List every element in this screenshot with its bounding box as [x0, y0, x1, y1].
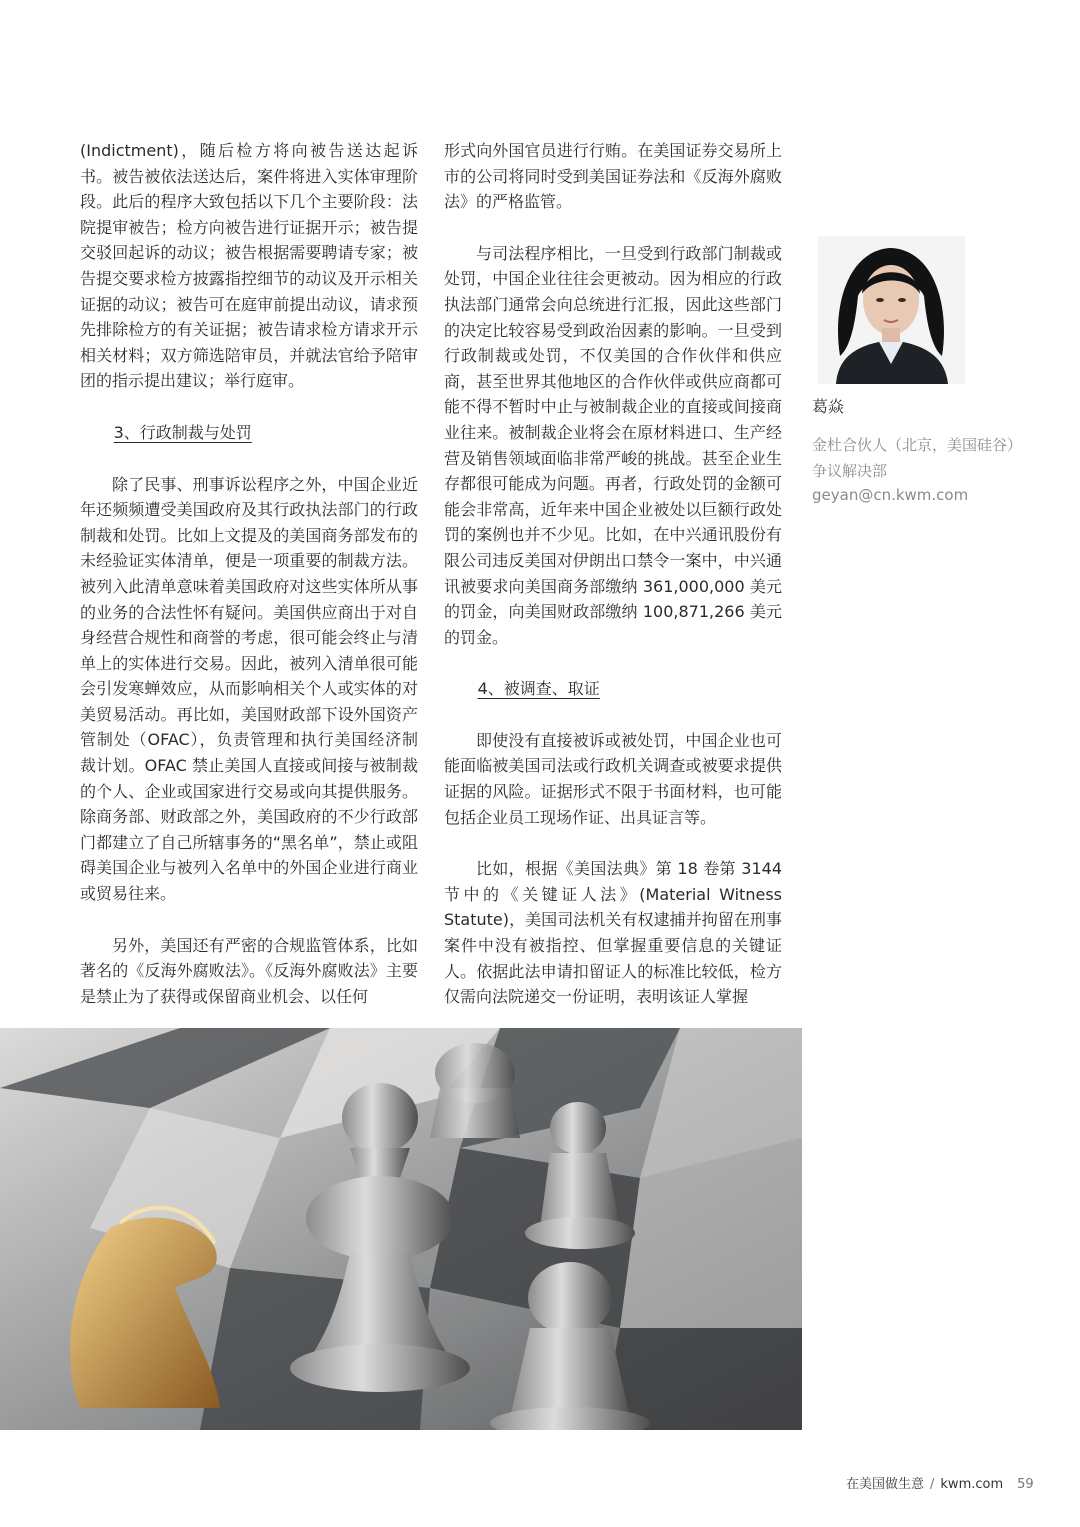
- page-number: 59: [1017, 1477, 1034, 1492]
- author-title: 金杜合伙人（北京，美国硅谷）: [812, 436, 1023, 454]
- chess-board-image: [0, 1028, 802, 1430]
- middle-paragraph-2: 与司法程序相比，一旦受到行政部门制裁或处罚，中国企业往往会更被动。因为相应的行政执法部门通常会向总统进行汇报，因此这些部门的决定比较容易受到政治因素的影响。一旦受到行政制裁或处罚，不仅美国的合作伙伴和供应商，甚至世界其他地区的合作伙伴或供应商都可能不得不暂时中止与被制裁企业的直接或间接商业往来。被制裁企业将会在原材料进口、生产经营及销售领域面临非常严峻的挑战。甚至企业生存都很可能成为问题。再者，行政处罚的金额可能会非常高，近年来中国企业被处以巨额行政处罚的案例也并不少见。比如，在中兴通讯股份有限公司违反美国对伊朗出口禁令一案中，中兴通讯被要求向美国商务部缴纳 361,000,000 美元的罚金，向美国财政部缴纳 100,871,266 美元的罚金。: [444, 243, 782, 647]
- left-column: [80, 138, 418, 1009]
- footer-publication: 在美国做生意: [846, 1477, 925, 1492]
- author-name: 葛焱: [812, 397, 845, 416]
- author-department: 争议解决部: [812, 462, 888, 480]
- footer-site: kwm.com: [940, 1477, 1004, 1492]
- page-footer: [846, 1473, 1034, 1492]
- middle-paragraph-1: 形式向外国官员进行行贿。在美国证券交易所上市的公司将同时受到美国证券法和《反海外腐败法》的严格监管。: [444, 141, 782, 212]
- author-photo: [818, 236, 965, 384]
- left-paragraph-1: (Indictment)，随后检方将向被告送达起诉书。被告被依法送达后，案件将进入实体审理阶段。此后的程序大致包括以下几个主要阶段：法院提审被告；检方向被告进行证据开示；被告提交驳回起诉的动议；被告根据需要聘请专家；被告提交要求检方披露指控细节的动议及开示相关证据的动议；被告可在庭审前提出动议，请求预先排除检方的有关证据；被告请求检方请求开示相关材料；双方筛选陪审员，并就法官给予陪审团的指示提出建议；举行庭审。: [80, 141, 418, 391]
- author-email: geyan@cn.kwm.com: [812, 486, 969, 504]
- left-paragraph-3: 另外，美国还有严密的合规监管体系，比如著名的《反海外腐败法》。《反海外腐败法》主要是禁止为了获得或保留商业机会、以任何: [80, 935, 418, 1006]
- left-paragraph-2: 除了民事、刑事诉讼程序之外，中国企业近年还频频遭受美国政府及其行政执法部门的行政制裁和处罚。比如上文提及的美国商务部发布的未经验证实体清单，便是一项重要的制裁方法。被列入此清单意味着美国政府对这些实体所从事的业务的合法性怀有疑问。美国供应商出于对自身经营合规性和商誉的考虑，很可能会终止与清单上的实体进行交易。因此，被列入清单很可能会引发寒蝉效应，从而影响相关个人或实体的对美贸易活动。再比如，美国财政部下设外国资产管制处（OFAC），负责管理和执行美国经济制裁计划。OFAC 禁止美国人直接或间接与被制裁的个人、企业或国家进行交易或向其提供服务。除商务部、财政部之外，美国政府的不少行政部门都建立了自己所辖事务的“黑名单”，禁止或阻碍美国企业与被列入名单中的外国企业进行商业或贸易往来。: [80, 474, 418, 904]
- section-heading-3: 3、行政制裁与处罚: [113, 422, 252, 442]
- middle-paragraph-3: 即使没有直接被诉或被处罚，中国企业也可能面临被美国司法或行政机关调查或被要求提供证据的风险。证据形式不限于书面材料，也可能包括企业员工现场作证、出具证言等。: [444, 730, 782, 827]
- middle-column: [444, 138, 782, 1010]
- middle-paragraph-4: 比如，根据《美国法典》第 18 卷第 3144 节中的《关键证人法》(Material Witness Statute)，美国司法机关有权逮捕并拘留在刑事案件中没有被指控、但掌握重要信息的关键证人。依据此法申请扣留证人的标准比较低，检方仅需向法院递交一份证明，表明该证人掌握: [444, 859, 782, 1007]
- footer-separator: /: [930, 1477, 935, 1492]
- section-heading-4: 4、被调查、取证: [477, 679, 600, 699]
